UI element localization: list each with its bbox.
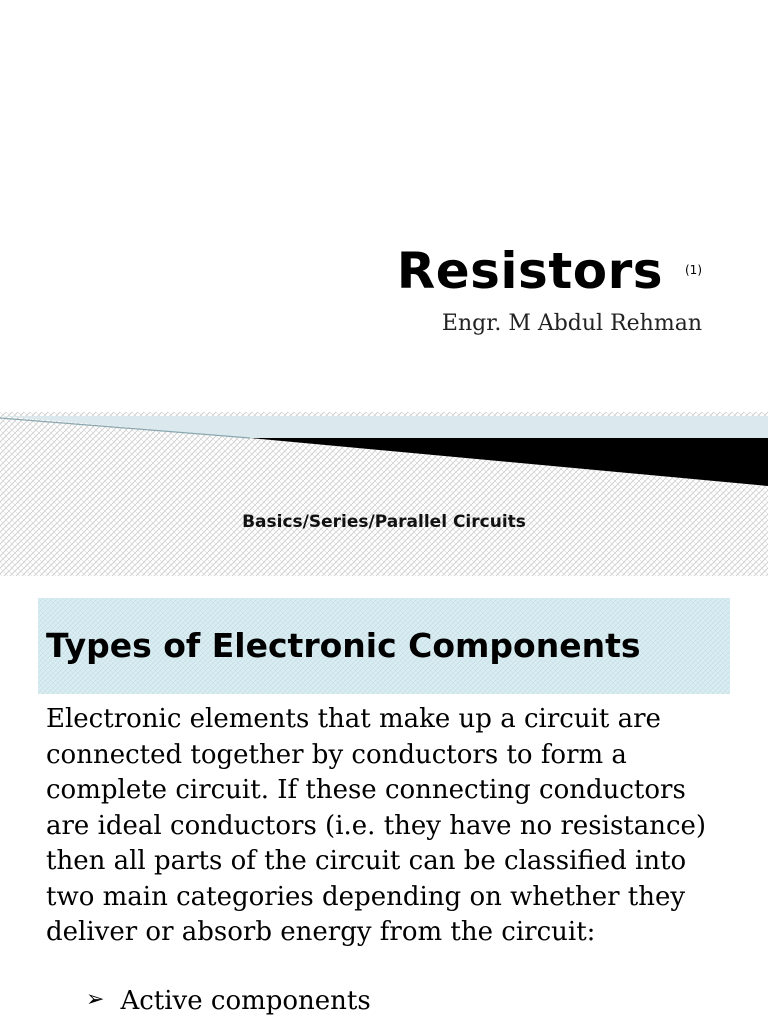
- arrow-bullet-icon: ➢: [86, 986, 105, 1012]
- content-slide: [0, 576, 768, 1024]
- title-row: [397, 242, 702, 300]
- author-name: Engr. M Abdul Rehman: [441, 311, 702, 336]
- bullet-item: [86, 986, 371, 1016]
- slide-title: Resistors: [396, 242, 663, 300]
- slide-heading: Types of Electronic Components: [46, 626, 641, 665]
- decorative-band: [0, 412, 768, 576]
- body-paragraph: Electronic elements that make up a circuit are connected together by conductors to form a complete circuit. If these connecting conductors are ideal conductors (i.e. they have no resistance) then all parts of the circuit can be classified into two main categories depending on whether they deliver or absorb energy from the circuit:: [46, 704, 707, 947]
- slide-number: (1): [685, 263, 702, 277]
- bullet-text: Active components: [120, 986, 371, 1016]
- slide-subtitle: Basics/Series/Parallel Circuits: [242, 512, 526, 532]
